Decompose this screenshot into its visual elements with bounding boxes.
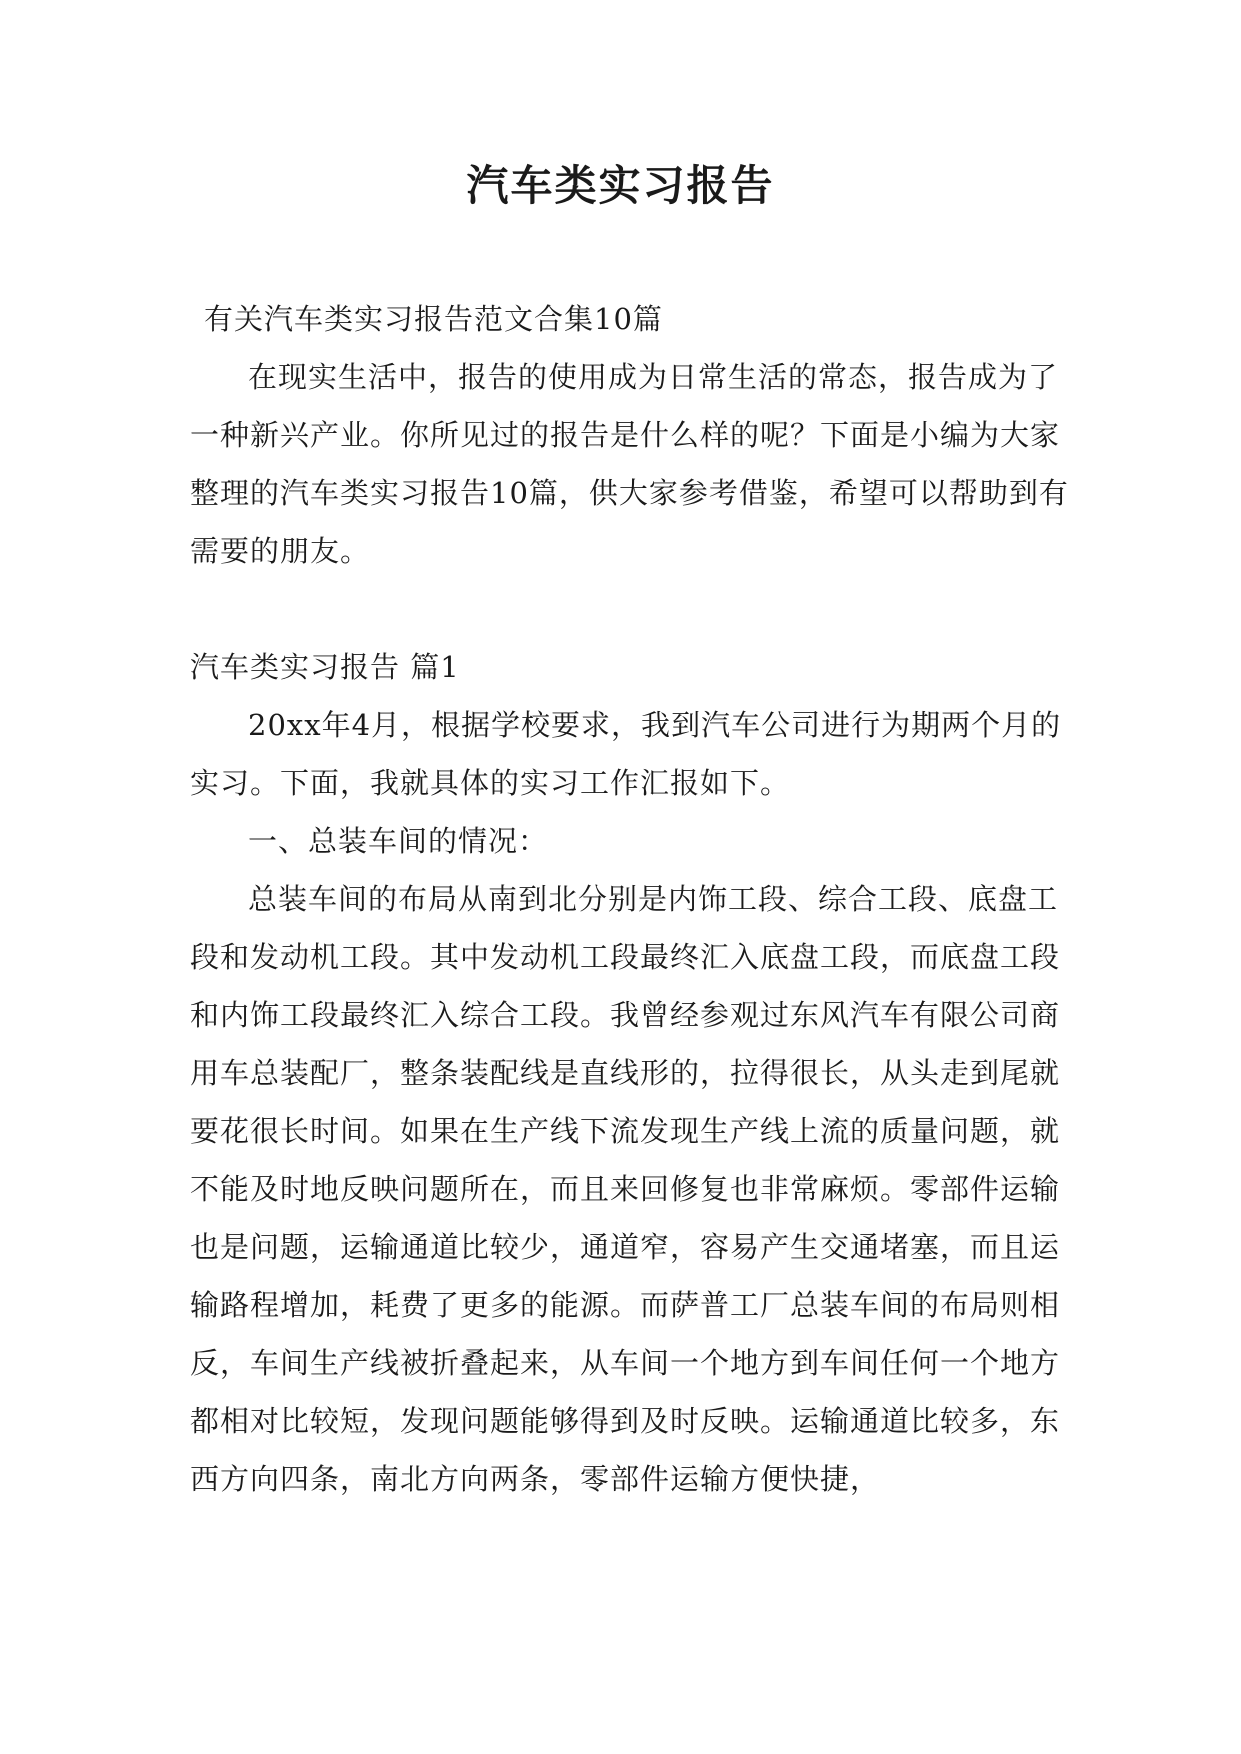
body-paragraph: 20xx年4月，根据学校要求，我到汽车公司进行为期两个月的实习。下面，我就具体的实习工作汇报如下。 (190, 708, 1062, 800)
spacer (190, 580, 1070, 638)
document-body (190, 290, 1070, 1508)
subsection-heading: 一、总装车间的情况： (248, 824, 549, 858)
intro-paragraph: 在现实生活中，报告的使用成为日常生活的常态，报告成为了一种新兴产业。你所见过的报告是什么样的呢？下面是小编为大家整理的汽车类实习报告10篇，供大家参考借鉴，希望可以帮助到有需要的朋友。 (190, 360, 1069, 568)
page-title: 汽车类实习报告 (466, 161, 775, 210)
section-heading: 汽车类实习报告 篇1 (190, 650, 460, 684)
body-paragraph: 总装车间的布局从南到北分别是内饰工段、综合工段、底盘工段和发动机工段。其中发动机工段最终汇入底盘工段，而底盘工段和内饰工段最终汇入综合工段。我曾经参观过东风汽车有限公司商用车总装配厂，整条装配线是直线形的，拉得很长，从头走到尾就要花很长时间。如果在生产线下流发现生产线上流的质量问题，就不能及时地反映问题所在，而且来回修复也非常麻烦。零部件运输也是问题，运输通道比较少，通道窄，容易产生交通堵塞，而且运输路程增加，耗费了更多的能源。而萨普工厂总装车间的布局则相反，车间生产线被折叠起来，从车间一个地方到车间任何一个地方都相对比较短，发现问题能够得到及时反映。运输通道比较多，东西方向四条，南北方向两条，零部件运输方便快捷， (190, 882, 1061, 1496)
document-subtitle: 有关汽车类实习报告范文合集10篇 (204, 302, 663, 336)
